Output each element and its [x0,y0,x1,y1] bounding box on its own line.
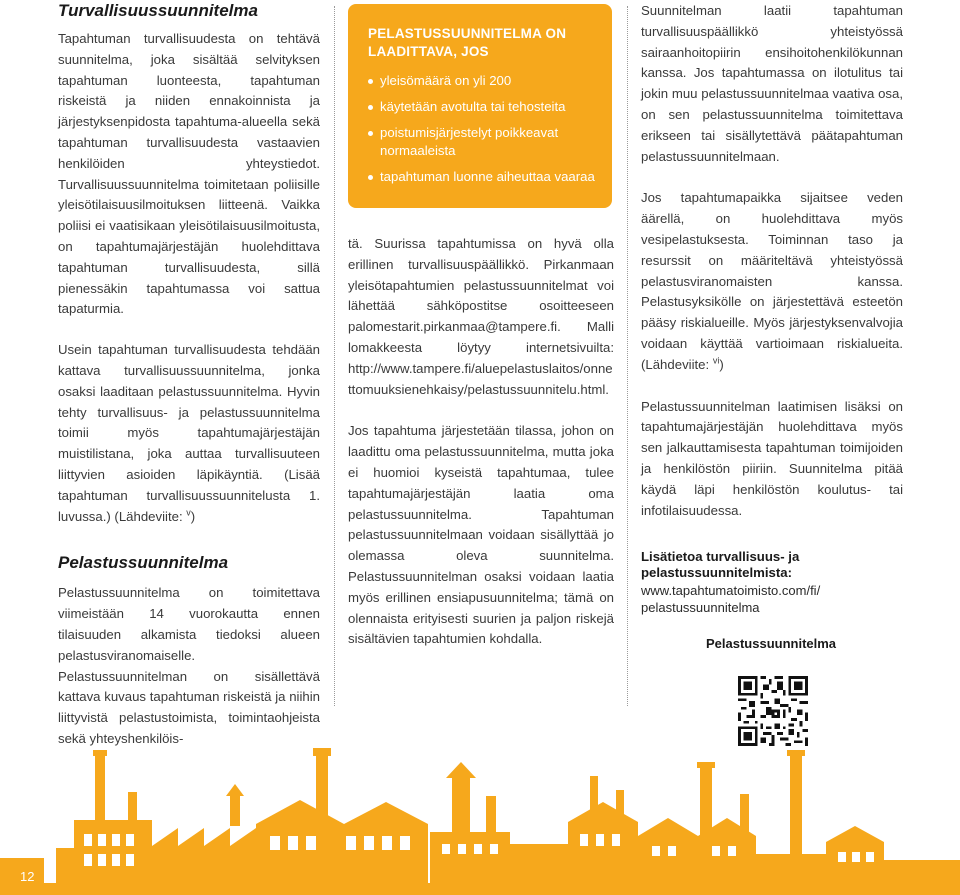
list-item-text: tapahtuman luonne aiheuttaa vaaraa [380,169,595,184]
link-text[interactable]: www.tapahtumatoimisto.com/fi/ [641,583,821,599]
more-info-link[interactable] [641,582,903,616]
list-item-text: käytetään avotulta tai tehosteita [380,99,566,114]
footnote-ref: vi [712,355,720,366]
column-right [641,0,903,616]
bullet-icon [368,175,373,180]
list-item [368,168,598,186]
link-text[interactable]: pelastussuunnitelma [641,600,760,616]
bullet-icon [368,131,373,136]
paragraph: Suunnitelman laatii tapahtuman turvallisuuspäällikkö yhteistyössä sairaanhoitopiirin ensihoitohenkilökunnan kanssa. Jos tapahtumassa on ilotulitus tai jokin muu pelastussuunnitelmaa vaativa osa, on sen pelastussuunnitelma toimitettava erikseen tai sisällytettävä päätapahtuman pelastussuunnitelmaan. [641,3,903,164]
bullet-icon [368,79,373,84]
footnote-ref: v [186,507,191,518]
heading-pelastussuunnitelma: Pelastussuunnitelma [58,553,229,573]
qr-label: Pelastussuunnitelma [706,636,837,651]
bullet-icon [368,105,373,110]
heading-turvallisuussuunnitelma: Turvallisuussuunnitelma [58,1,258,20]
paragraph: Pelastussuunnitelma on toimitettava viimeistään 14 vuorokautta ennen tilaisuuden alkamista tiedoksi alueen pelastusviranomaiselle. Pelastussuunnitelman on sisällettävä kattava kuvaus tapahtuman riskeistä ja niihin liittyvistä pelastustoimista, toimintaohjeista sekä yhteyshenkilöis- [58,585,320,746]
column-divider [627,6,628,706]
paragraph: Tapahtuman turvallisuudesta on tehtävä suunnitelma, joka sisältää selvityksen tapahtuman luonteesta, tapahtuman riskeistä ja niiden ennakoinnista ja järjestyksenpidosta tapahtuma-alueella sekä tapahtuman turvallisuudesta vastaavien henkilöiden yhteystiedot. Turvallisuussuunnitelma toimitetaan poliisille yleisötilaisuusilmoituksen liitteenä. Vaikka poliisi ei vaatisikaan yleisötilaisuusilmoitusta, on tapahtumajärjestäjän huolehdittava tapahtuman turvallisuudesta, sillä pienessäkin tapahtumassa voi sattua tapaturmia. [58,31,320,317]
paragraph-text: ) [719,356,724,372]
factory-skyline-icon [0,736,960,895]
paragraph: tä. Suurissa tapahtumissa on hyvä olla erillinen turvallisuuspäällikkö. Pirkanmaan yleisötapahtumien pelastussuunnitelmat voi lähettää sähköpostitse osoitteeseen palomestarit.pirkanmaa@tampere.fi. Malli lomakkeesta löytyy internetsivuilta: http://www.tampere.fi/aluepelastuslaitos/onnettomuuksienehkaisy/pelastussuunnitelu.html. [348,236,614,397]
paragraph-text: Jos tapahtumapaikka sijaitsee veden äärellä, on huolehdittava myös vesipelastuksesta. Toiminnan taso ja resurssit on määriteltävä yhteistyössä pelastusviranomaisten kanssa. Pelastusyksikölle on järjestettävä esteetön pääsy riskialueille. Myös järjestyksenvalvojia voidaan käyttää vartioimaan riskialueita. (Lähdeviite: [641,190,903,372]
paragraph-text: ) [190,508,196,524]
callout-box [348,4,612,208]
paragraph [58,340,320,527]
column-middle [348,0,614,650]
column-divider [334,6,335,706]
column-left [58,0,320,750]
list-item-text: poistumisjärjestelyt poikkeavat normaaleista [380,125,559,158]
callout-list [368,72,598,186]
list-item [368,124,598,160]
more-info-title: Lisätietoa turvallisuus- ja pelastussuunnitelmista: [641,549,800,581]
paragraph [641,188,903,375]
page-number: 12 [20,869,35,884]
paragraph: Jos tapahtuma järjestetään tilassa, johon on laadittu oma pelastussuunnitelma, mutta joka ei huomioi kyseistä tapahtumaa, tulee tapahtumajärjestäjän laatia oma pelastussuunnitelma. Tapahtuman pelastussuunnitelmaan voidaan sisällyttää jo olemassa oleva suunnitelma. Pelastussuunnitelman osaksi voidaan laatia myös erillinen ensiapusuunnitelma; tämä on olennaista erityisesti suurien ja paljon riskejä sisältävien tapahtumien kohdalla. [348,423,614,647]
paragraph-text: Usein tapahtuman turvallisuudesta tehdään kattava turvallisuussuunnitelma, jonka osaksi laaditaan pelastussuunnitelma. Hyvin tehty turvallisuus- ja pelastussuunnitelma toimii myös tapahtumajärjestäjän muistilistana, joka auttaa turvallisuuteen liittyvien asioiden läpikäyntiä. (Lisää tapahtuman turvallisuussuunnitelusta 1. luvussa.) (Lähdeviite: [58,342,320,524]
callout-title: PELASTUSSUUNNITELMA ON LAADITTAVA, JOS [368,26,567,59]
list-item [368,72,598,90]
list-item-text: yleisömäärä on yli 200 [380,73,512,88]
paragraph: Pelastussuunnitelman laatimisen lisäksi on tapahtumajärjestäjän huolehdittava myös sen jalkauttamisesta tapahtuman toimijoiden ja henkilöstön piiriin. Suunnitelma pitää käydä läpi henkilöstön koulutus- tai infotilaisuudessa. [641,398,903,518]
list-item [368,98,598,116]
